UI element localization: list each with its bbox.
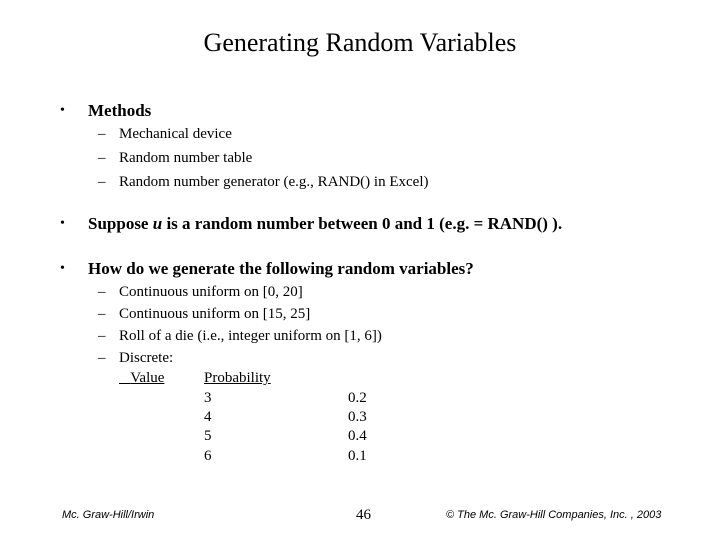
bullet-methods: Methods — [88, 101, 152, 120]
bullet-suppose-prefix: Suppose — [88, 214, 153, 233]
bullet-suppose — [88, 214, 562, 234]
bullet-suppose-suffix: is a random number between 0 and 1 (e.g. = RAND() ). — [162, 214, 563, 233]
dash-marker: – — [98, 328, 106, 344]
table-cell-value: 3 — [204, 390, 212, 406]
rv-item: Continuous uniform on [15, 25] — [119, 306, 311, 322]
bullet-marker: • — [60, 261, 65, 276]
dash-marker: – — [98, 306, 106, 322]
table-cell-value: 4 — [204, 409, 212, 425]
rv-item: Roll of a die (i.e., integer uniform on [1, 6]) — [119, 328, 382, 344]
dash-marker: – — [98, 174, 106, 190]
method-item: Random number table — [119, 150, 253, 166]
dash-marker: – — [98, 284, 106, 300]
bullet-marker: • — [60, 103, 65, 118]
dash-marker: – — [98, 350, 106, 366]
method-item: Random number generator (e.g., RAND() in Excel) — [119, 174, 429, 190]
variable-u: u — [152, 214, 163, 233]
table-header-value-text: Value — [130, 370, 165, 386]
table-cell-value: 5 — [204, 428, 212, 444]
bullet-question: How do we generate the following random variables? — [88, 259, 474, 278]
dash-marker: – — [98, 126, 106, 142]
table-header-probability: Probability — [204, 370, 271, 386]
method-item: Mechanical device — [119, 126, 232, 142]
page-number: 46 — [356, 507, 371, 523]
dash-marker: – — [98, 150, 106, 166]
table-cell-probability: 0.1 — [348, 448, 367, 464]
rv-item: Continuous uniform on [0, 20] — [119, 284, 303, 300]
table-cell-value: 6 — [204, 448, 212, 464]
table-cell-probability: 0.3 — [348, 409, 367, 425]
slide-title: Generating Random Variables — [203, 28, 517, 57]
table-header-value — [119, 370, 164, 387]
footer-publisher: Mc. Graw-Hill/Irwin — [62, 509, 155, 521]
table-cell-probability: 0.4 — [348, 428, 367, 444]
footer-copyright: © The Mc. Graw-Hill Companies, Inc. , 2003 — [446, 509, 662, 521]
bullet-marker: • — [60, 216, 65, 231]
rv-item: Discrete: — [119, 350, 174, 366]
table-cell-probability: 0.2 — [348, 390, 367, 406]
